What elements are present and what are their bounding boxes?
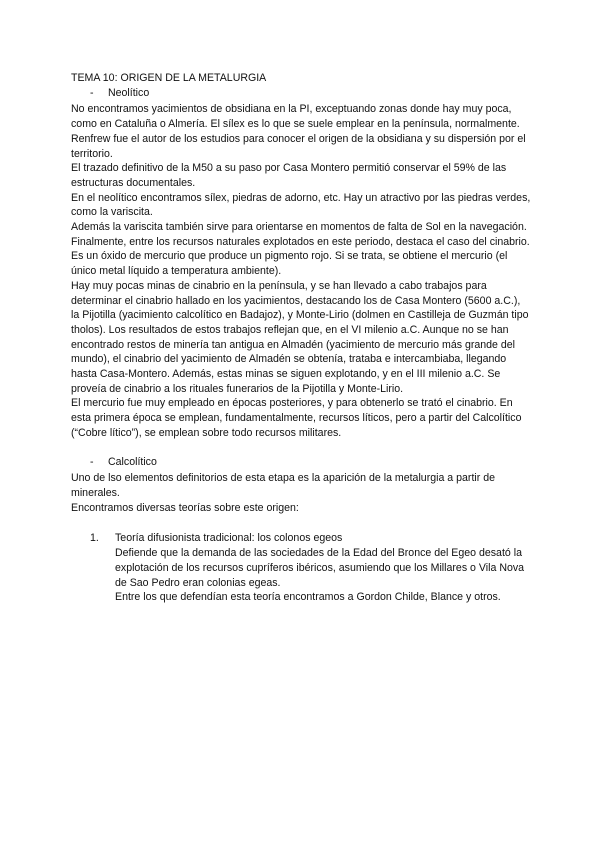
- paragraph: No encontramos yacimientos de obsidiana en la PI, exceptuando zonas donde hay muy poca, como en Cataluña o Almería. El sílex es lo que se suele emplear en la península, normalmente. Renfrew fue el autor de los estudios para conocer el origen de la obsidiana y su dispersión por el territorio.: [71, 103, 526, 160]
- paragraph: Encontramos diversas teorías sobre este origen:: [71, 501, 299, 514]
- paragraph: Además la variscita también sirve para orientarse en momentos de falta de Sol en la navegación.: [71, 221, 527, 234]
- paragraph: Finalmente, entre los recursos naturales explotados en este periodo, destaca el caso del cinabrio. Es un óxido de mercurio que produce un pigmento rojo. Si se trata, se obtiene el mercurio (el único metal líquido a temperatura ambiente).: [71, 235, 530, 278]
- section-heading-calcolitico: [71, 455, 531, 470]
- document-content: [71, 71, 531, 605]
- spacer: [71, 441, 531, 455]
- section-bullet: -: [90, 86, 94, 99]
- paragraph: Uno de lso elementos definitorios de esta etapa es la aparición de la metalurgia a partir de minerales.: [71, 472, 496, 499]
- paragraph: Hay muy pocas minas de cinabrio en la península, y se han llevado a cabo trabajos para determinar el cinabrio hallado en los yacimientos, destacando los de Casa Montero (5600 a.C.), la Pijotilla (yacimiento calcolítico en Badajoz), y Monte-Lirio (dolmen en Castilleja de Guzmán tipo tholos). Los resultados de estos trabajos reflejan que, en el VI milenio a.C. Aunque no se han encontrado restos de minería tan antigua en Almadén (yacimiento de mercurio más grande del mundo), el cinabrio del yacimiento de Almadén se obtenía, trataba e intercambiaba, llegando hasta Casa-Montero. Además, estas minas se siguen explotando, y en el III milenio a.C. Se proveía de cinabrio a los rituales funerarios de la Pijotilla y Monte-Lirio.: [71, 279, 529, 395]
- section-heading-label: Calcolítico: [108, 455, 157, 468]
- item-number: 1.: [90, 532, 99, 545]
- section-heading-neolitico: [71, 86, 531, 101]
- numbered-item-body: [110, 531, 531, 605]
- numbered-item-heading: Teoría difusionista tradicional: los colonos egeos: [115, 532, 343, 545]
- paragraph: Defiende que la demanda de las sociedades de la Edad del Bronce del Egeo desató la explotación de los recursos cupríferos ibéricos, asumiendo que los Millares o Vila Nova de Sao Pedro eran colonias egeas.: [115, 547, 525, 589]
- document-title: TEMA 10: ORIGEN DE LA METALURGIA: [71, 72, 267, 84]
- section-bullet: -: [90, 455, 94, 468]
- paragraph: El trazado definitivo de la M50 a su paso por Casa Montero permitió conservar el 59% de las estructuras documentales.: [71, 162, 507, 189]
- numbered-item: [71, 531, 531, 605]
- paragraph: El mercurio fue muy empleado en épocas posteriores, y para obtenerlo se trató el cinabrio. En esta primera época se emplean, fundamentalmente, recursos líticos, pero a partir del Calcolítico (“Cobre lítico”), se emplean sobre todo recursos militares.: [71, 397, 522, 439]
- paragraph: En el neolítico encontramos sílex, piedras de adorno, etc. Hay un atractivo por las piedras verdes, como la variscita.: [71, 191, 531, 219]
- spacer: [71, 515, 531, 529]
- section-heading-label: Neolítico: [108, 86, 150, 99]
- paragraph: Entre los que defendían esta teoría encontramos a Gordon Childe, Blance y otros.: [115, 591, 501, 604]
